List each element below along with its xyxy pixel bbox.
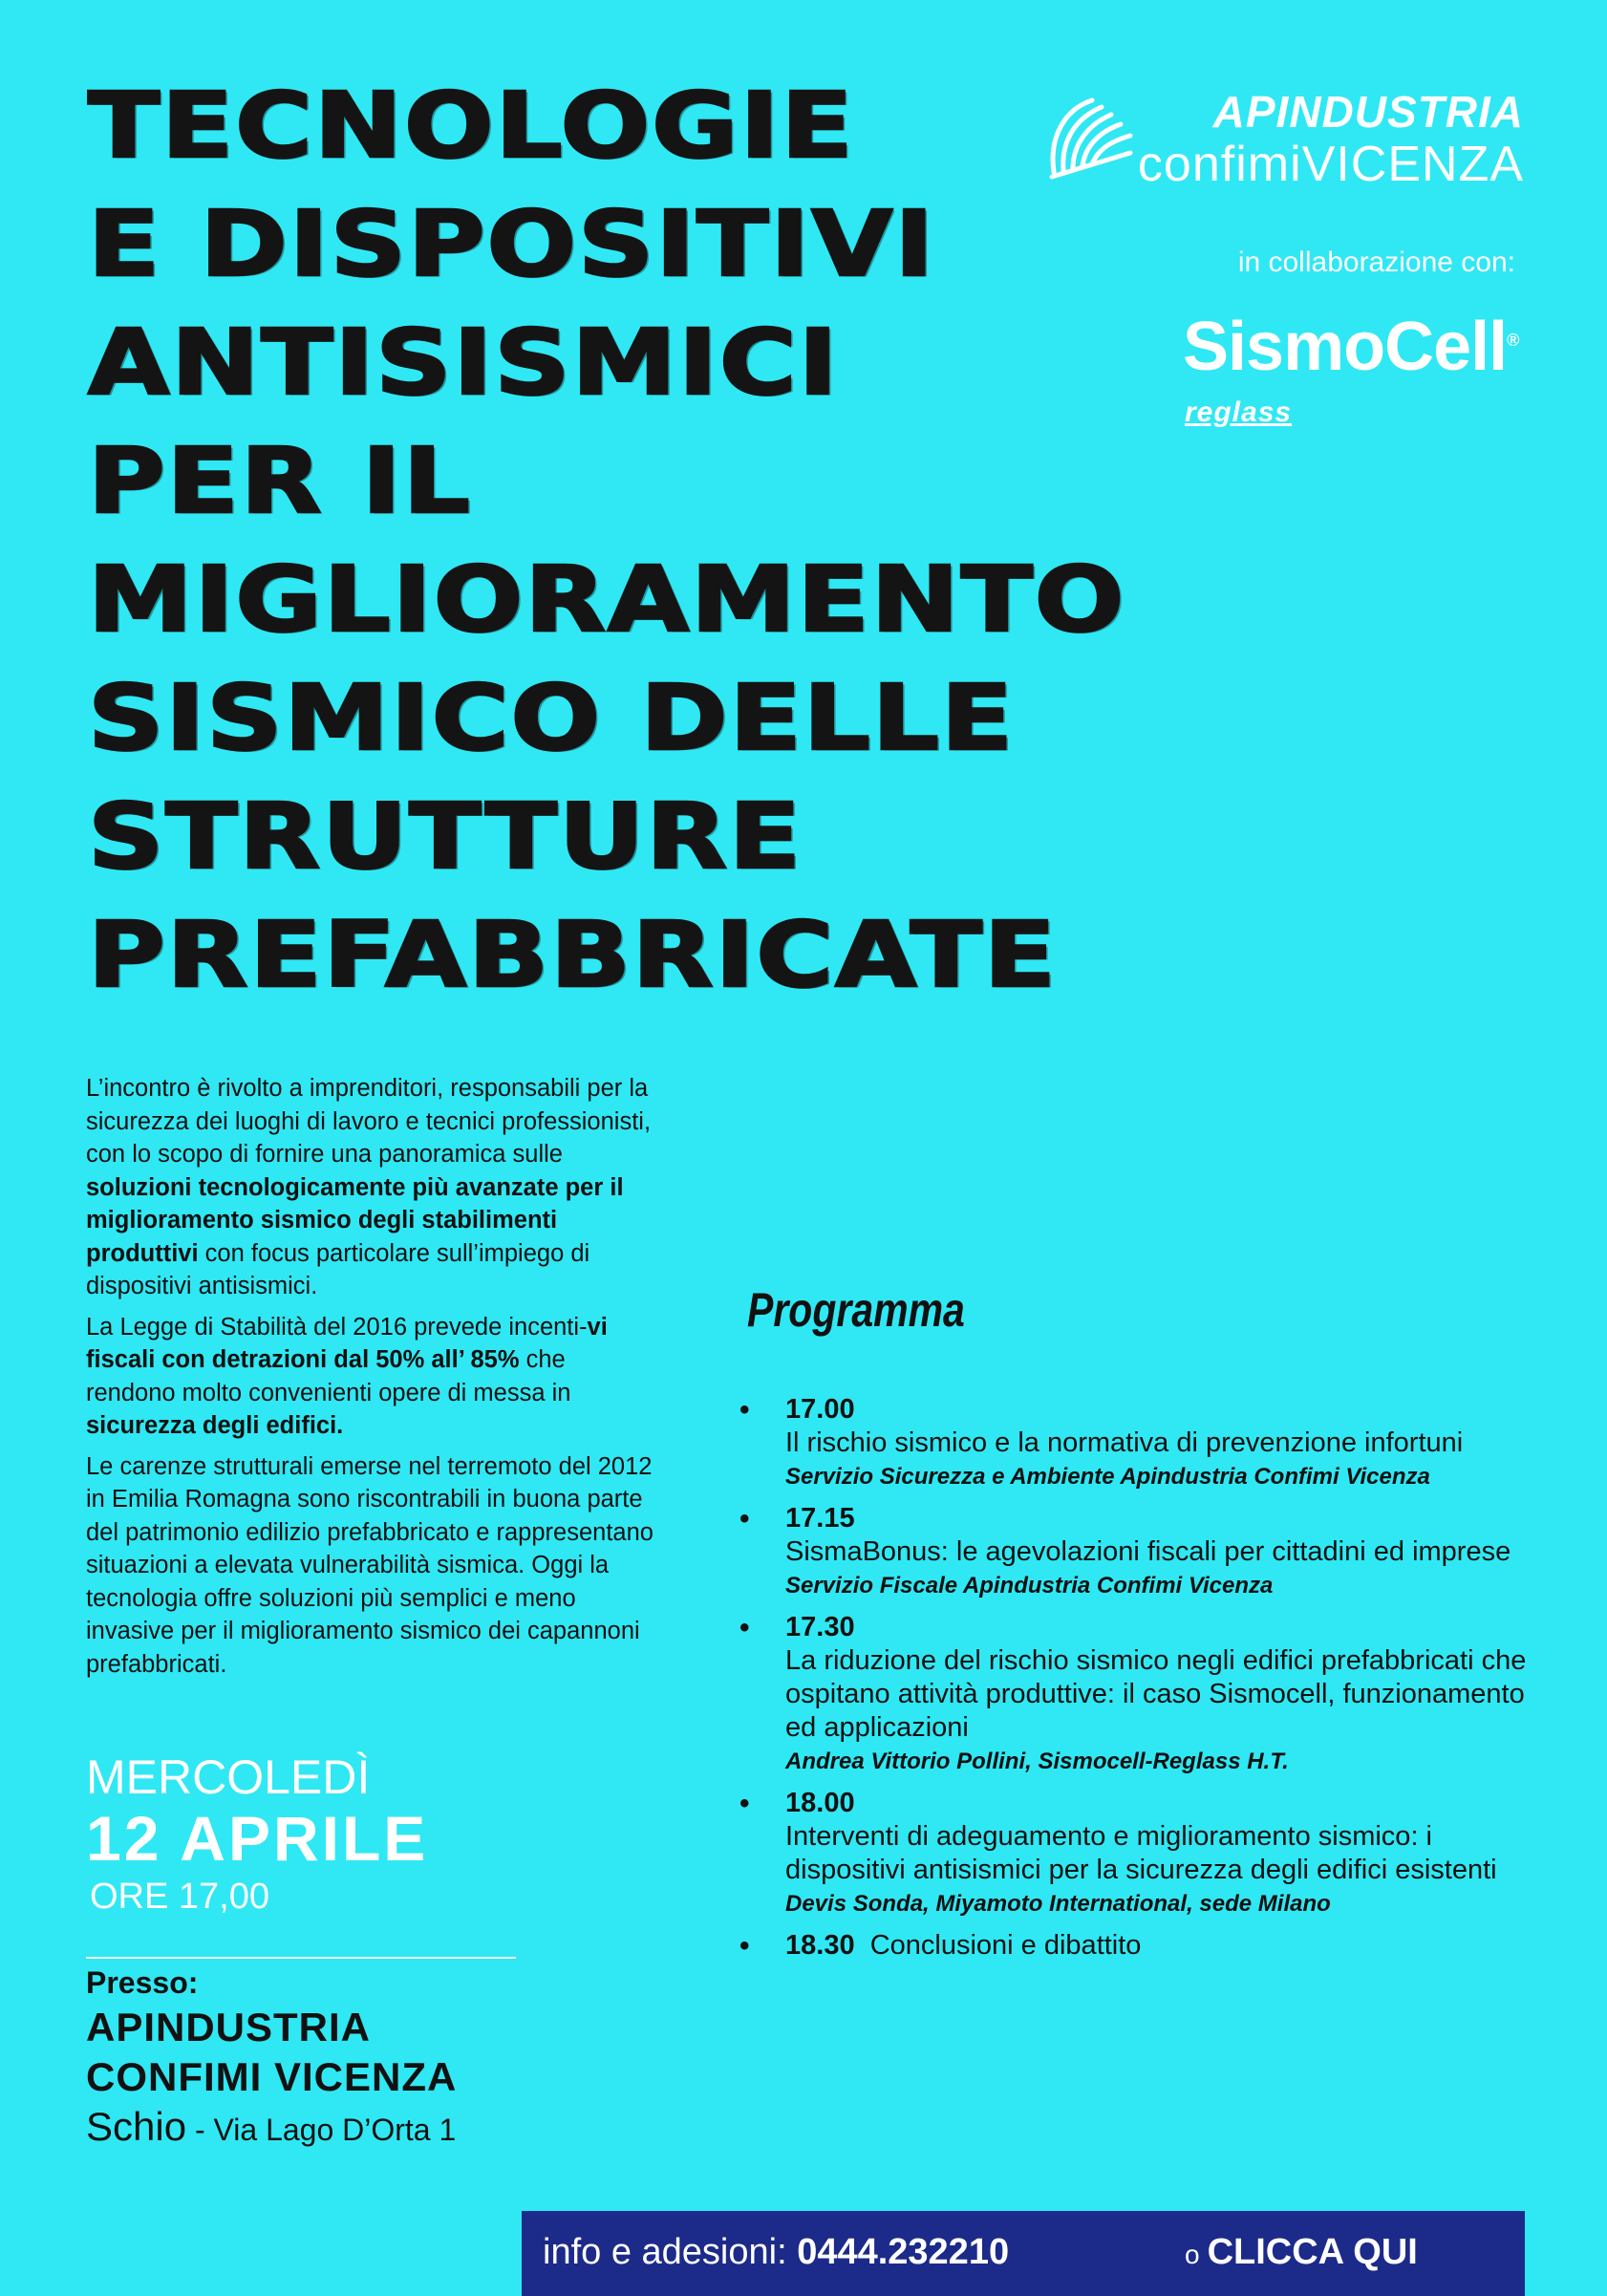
winged-head-icon — [1035, 86, 1140, 191]
venue-street: - Via Lago D’Orta 1 — [186, 2113, 457, 2147]
bullet: • — [739, 1394, 750, 1426]
bullet: • — [739, 1612, 750, 1643]
bullet-o: o — [1185, 2240, 1200, 2269]
program-item — [739, 1929, 1532, 1963]
sismocell-logo — [1183, 308, 1518, 386]
program-item — [739, 1611, 1532, 1779]
event-venue — [86, 1963, 457, 2155]
program-time: 18.30 — [785, 1930, 855, 1961]
intro-text — [86, 1072, 659, 1688]
bullet: • — [739, 1788, 750, 1819]
registered-mark: ® — [1507, 331, 1519, 350]
event-date-value: 12 APRILE — [86, 1803, 429, 1874]
venue-city: Schio — [86, 2104, 187, 2149]
venue-name-line: APINDUSTRIA — [86, 2005, 372, 2049]
program-speaker: Servizio Sicurezza e Ambiente Apindustria Confimi Vicenza — [785, 1464, 1430, 1490]
intro-paragraph: La Legge di Stabilità del 2016 prevede incenti-vi fiscali con detrazioni dal 50% all’ 85% che rendono molto convenienti opere di messa in sicurezza degli edifici. — [86, 1313, 608, 1439]
divider — [86, 1957, 516, 1959]
program-speaker: Andrea Vittorio Pollini, Sismocell-Reglass H.T. — [785, 1749, 1289, 1774]
program-topic: Il rischio sismico e la normativa di prevenzione infortuni — [785, 1427, 1464, 1458]
sismocell-wordmark: SismoCell — [1183, 309, 1508, 385]
contact-label: info e adesioni: — [543, 2232, 798, 2272]
title-line: ANTISISMICI — [88, 310, 840, 416]
title-line: SISMICO DELLE — [88, 665, 1016, 771]
apindustria-logo — [1027, 86, 1524, 191]
contact-info — [543, 2232, 1009, 2273]
bullet: • — [739, 1503, 750, 1534]
program-topic: SismaBonus: le agevolazioni fiscali per cittadini ed imprese — [785, 1536, 1511, 1567]
title-line: E DISPOSITIVI — [88, 191, 936, 297]
title-line: PREFABBRICATE — [88, 902, 1058, 1008]
reglass-logo: reglass — [1185, 397, 1293, 428]
title-line: MIGLIORAMENTO — [88, 547, 1126, 653]
event-time: ORE 17,00 — [90, 1877, 269, 1917]
program-time: 17.15 — [785, 1503, 855, 1534]
program-speaker: Devis Sonda, Miyamoto International, sede Milano — [785, 1891, 1331, 1917]
program-time: 18.00 — [785, 1788, 855, 1818]
program-list — [739, 1393, 1532, 1970]
venue-name-line: CONFIMI VICENZA — [86, 2054, 458, 2099]
program-item — [739, 1787, 1532, 1921]
program-title: Programma — [747, 1283, 965, 1337]
title-line: PER IL — [88, 428, 472, 534]
event-day: MERCOLEDÌ — [86, 1750, 371, 1804]
contact-phone[interactable]: 0444.232210 — [797, 2232, 1010, 2272]
click-here-label[interactable]: CLICCA QUI — [1207, 2232, 1418, 2272]
collaboration-label: in collaborazione con: — [1237, 247, 1515, 278]
program-item — [739, 1393, 1532, 1494]
contact-bar — [522, 2211, 1525, 2296]
event-date — [86, 1750, 428, 1920]
intro-paragraph: Le carenze strutturali emerse nel terremoto del 2012 in Emilia Romagna sono riscontrabili in buona parte del patrimonio edilizio prefabbricato e rappresentano situazioni a elevata vulnerabilità sismica. Oggi la tecnologia offre soluzioni più semplici e meno invasive per il miglioramento sismico dei capannoni prefabbricati. — [86, 1452, 654, 1678]
program-topic: Interventi di adeguamento e miglioramento sismico: i dispositivi antisismici per la sicurezza degli edifici esistenti — [785, 1821, 1497, 1885]
click-here-link[interactable] — [1185, 2232, 1418, 2273]
program-item — [739, 1502, 1532, 1603]
apindustria-wordmark: APINDUSTRIA — [1212, 87, 1524, 137]
bullet: • — [739, 1930, 750, 1962]
program-speaker: Servizio Fiscale Apindustria Confimi Vicenza — [785, 1573, 1274, 1599]
event-title — [88, 75, 1139, 1022]
venue-label: Presso: — [86, 1965, 199, 2000]
program-topic: Conclusioni e dibattito — [869, 1930, 1142, 1961]
intro-paragraph: L’incontro è rivolto a imprenditori, responsabili per la sicurezza dei luoghi di lavoro e tecnici professionisti, con lo scopo di fornire una panoramica sulle soluzioni tecnologicamente più avanzate per il miglioramento sismico degli stabilimenti produttivi con focus particolare sull’impiego di dispositivi antisismici. — [86, 1075, 652, 1299]
title-line: STRUTTURE — [88, 783, 804, 890]
title-line: TECNOLOGIE — [88, 73, 855, 179]
venue-address — [86, 2102, 457, 2155]
confimi-wordmark: confimiVICENZA — [1137, 137, 1524, 192]
program-time: 17.00 — [785, 1394, 855, 1425]
program-topic: La riduzione del rischio sismico negli edifici prefabbricati che ospitano attività produttive: il caso Sismocell, funzionamento ed applicazioni — [785, 1645, 1527, 1743]
program-time: 17.30 — [785, 1612, 855, 1642]
